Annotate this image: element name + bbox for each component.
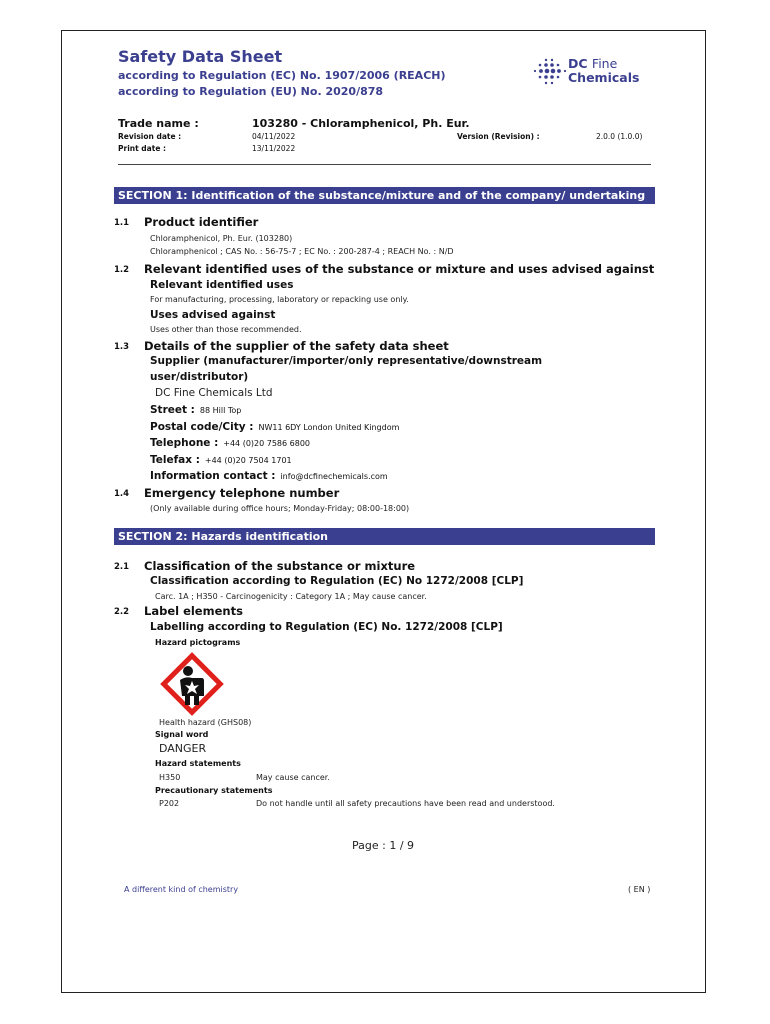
precautionary-statements-label: Precautionary statements: [155, 786, 273, 795]
health-hazard-pictogram-icon: [158, 650, 226, 718]
telefax-value: +44 (0)20 7504 1701: [204, 456, 292, 465]
precaution-text: Do not handle until all safety precautions have been read and understood.: [256, 799, 555, 808]
classification-text: Carc. 1A ; H350 - Carcinogenicity : Category 1A ; May cause cancer.: [155, 592, 427, 601]
telephone-row: Telephone : +44 (0)20 7586 6800: [150, 437, 311, 449]
classification-heading: Classification according to Regulation (EC) No 1272/2008 [CLP]: [150, 575, 524, 587]
uses-advised-against-heading: Uses advised against: [150, 309, 276, 321]
section-1-3-number: 1.3: [114, 342, 130, 352]
product-identifier-line: Chloramphenicol ; CAS No. : 56-75-7 ; EC No. : 200-287-4 ; REACH No. : N/D: [150, 247, 454, 256]
section-1-1-title: Product identifier: [144, 215, 259, 229]
pictogram-caption: Health hazard (GHS08): [159, 718, 252, 727]
document-page: [61, 30, 706, 993]
section-1-4-number: 1.4: [114, 489, 130, 499]
supplier-heading-line-1: Supplier (manufacturer/importer/only representative/downstream: [150, 355, 543, 367]
hazard-code: H350: [159, 773, 181, 782]
postal-row: Postal code/City : NW11 6DY London United Kingdom: [150, 421, 400, 433]
section-2-2-title: Label elements: [144, 604, 243, 618]
identified-uses-text: For manufacturing, processing, laboratory or repacking use only.: [150, 295, 409, 304]
signal-word-value: DANGER: [159, 742, 207, 755]
telephone-value: +44 (0)20 7586 6800: [223, 439, 311, 448]
footer-language: ( EN ): [628, 885, 651, 894]
uses-advised-against-text: Uses other than those recommended.: [150, 325, 302, 334]
identified-uses-heading: Relevant identified uses: [150, 279, 294, 291]
telefax-row: Telefax : +44 (0)20 7504 1701: [150, 454, 292, 466]
signal-word-label: Signal word: [155, 730, 209, 739]
page-number: Page : 1 / 9: [352, 839, 415, 852]
document-title: Safety Data Sheet: [118, 47, 283, 66]
print-date-value: 13/11/2022: [252, 144, 296, 153]
section-1-header: SECTION 1: Identification of the substance/mixture and of the company/ undertaking: [114, 187, 655, 204]
street-row: Street : 88 Hill Top: [150, 404, 242, 416]
information-contact-value: info@dcfinechemicals.com: [280, 472, 388, 481]
hazard-pictograms-label: Hazard pictograms: [155, 638, 241, 647]
section-1-2-title: Relevant identified uses of the substance or mixture and uses advised against: [144, 262, 655, 276]
footer-slogan: A different kind of chemistry: [124, 885, 239, 894]
street-value: 88 Hill Top: [199, 406, 242, 415]
section-2-2-number: 2.2: [114, 607, 130, 617]
regulation-line-2: according to Regulation (EU) No. 2020/878: [118, 85, 384, 98]
logo-dots-icon: [532, 57, 568, 87]
version-label: Version (Revision) :: [457, 132, 540, 141]
hazard-statements-label: Hazard statements: [155, 759, 241, 768]
supplier-name: DC Fine Chemicals Ltd: [155, 387, 273, 399]
section-1-1-number: 1.1: [114, 218, 130, 228]
trade-name-value: 103280 - Chloramphenicol, Ph. Eur.: [252, 117, 470, 130]
version-value: 2.0.0 (1.0.0): [596, 132, 643, 141]
logo-text: DC Fine Chemicals: [568, 56, 640, 85]
information-contact-row: Information contact : info@dcfinechemicals.com: [150, 470, 388, 482]
emergency-hours-text: (Only available during office hours; Monday-Friday; 08:00-18:00): [150, 504, 410, 513]
product-name-line: Chloramphenicol, Ph. Eur. (103280): [150, 234, 293, 243]
revision-date-value: 04/11/2022: [252, 132, 296, 141]
section-2-1-number: 2.1: [114, 562, 130, 572]
postal-value: NW11 6DY London United Kingdom: [258, 423, 400, 432]
hazard-text: May cause cancer.: [256, 773, 330, 782]
section-1-2-number: 1.2: [114, 265, 130, 275]
section-2-1-title: Classification of the substance or mixture: [144, 559, 416, 573]
precaution-code: P202: [159, 799, 180, 808]
section-1-3-title: Details of the supplier of the safety data sheet: [144, 339, 449, 353]
trade-name-label: Trade name :: [118, 117, 199, 130]
supplier-heading-line-2: user/distributor): [150, 371, 249, 383]
section-2-header: SECTION 2: Hazards identification: [114, 528, 655, 545]
labelling-heading: Labelling according to Regulation (EC) No. 1272/2008 [CLP]: [150, 621, 503, 633]
revision-date-label: Revision date :: [118, 132, 182, 141]
regulation-line-1: according to Regulation (EC) No. 1907/2006 (REACH): [118, 69, 446, 82]
section-1-4-title: Emergency telephone number: [144, 486, 340, 500]
company-logo: [532, 57, 652, 91]
header-divider: [118, 164, 651, 165]
print-date-label: Print date :: [118, 144, 167, 153]
